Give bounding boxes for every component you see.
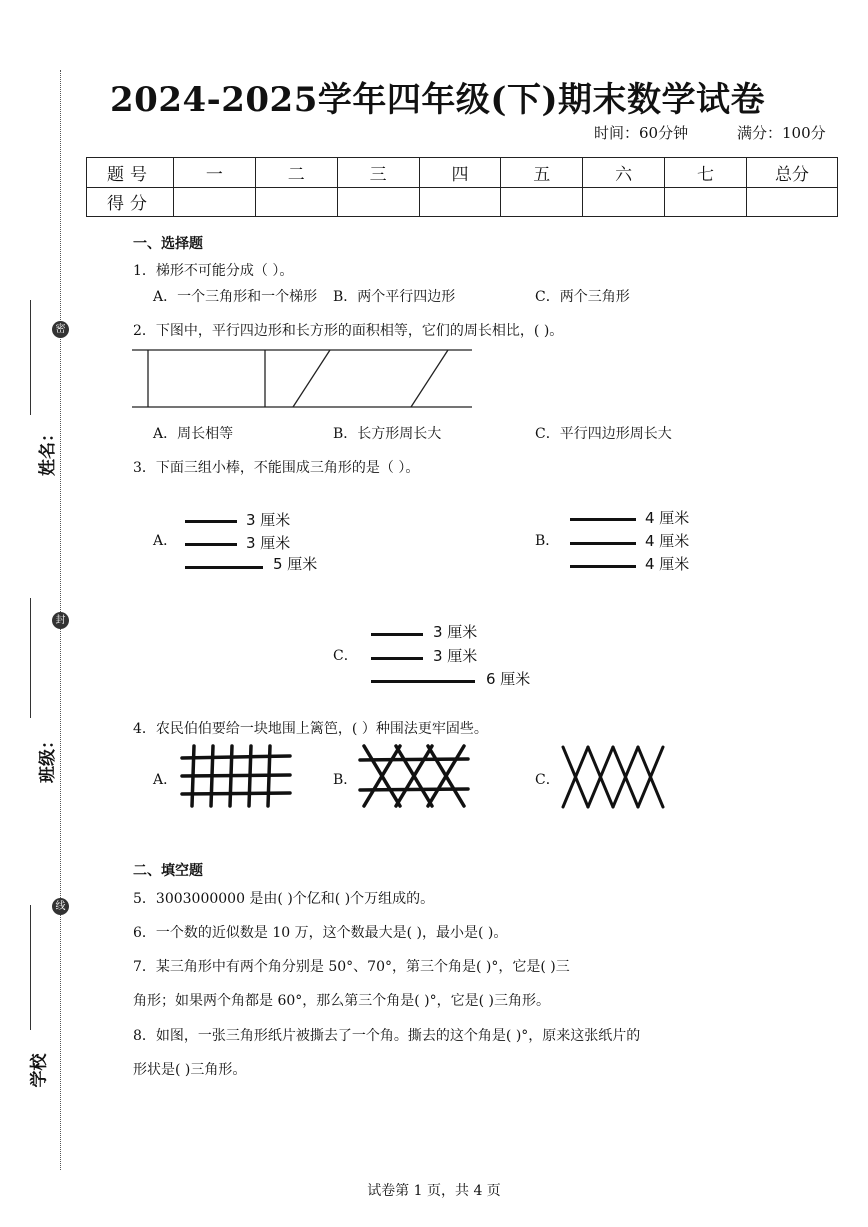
score-table-header-row [87, 158, 838, 188]
class-label: 班级： [38, 732, 58, 783]
q3-a-stick-3-label: 5 厘米 [273, 555, 318, 573]
row-label: 得分 [87, 187, 174, 217]
page-footer: 试卷第 1 页，共 4 页 [367, 1183, 501, 1199]
q4-stem: 4．农民伯伯要给一块地围上篱笆，( ）种围法更牢固些。 [133, 721, 488, 737]
header-cell: 七 [665, 158, 747, 188]
q1-option-c: C．两个三角形 [535, 289, 630, 305]
header-cell: 题号 [87, 158, 174, 188]
q2-figure [130, 346, 475, 412]
q4-fence-diamond [560, 744, 666, 810]
q4-fence-cross [358, 744, 470, 808]
header-cell: 四 [419, 158, 501, 188]
name-label: 姓名： [38, 425, 58, 476]
q3-stem: 3．下面三组小棒，不能围成三角形的是（ ）。 [133, 460, 420, 476]
score-cell[interactable] [255, 187, 337, 217]
q5-text: 5．3003000000 是由( )个亿和( )个万组成的。 [133, 891, 435, 907]
q3-c-stick-1 [371, 633, 423, 636]
section-1-heading: 一、选择题 [133, 236, 203, 252]
seal-xian: 线 [52, 898, 69, 915]
q3-option-a-label: A． [153, 533, 178, 549]
q3-a-stick-2-label: 3 厘米 [246, 534, 291, 552]
q2-option-b: B．长方形周长大 [333, 426, 442, 442]
q3-b-stick-1-label: 4 厘米 [645, 509, 690, 527]
score-cell[interactable] [583, 187, 665, 217]
school-line [30, 905, 31, 1030]
q3-a-stick-1-label: 3 厘米 [246, 511, 291, 529]
q2-para-left [293, 350, 330, 407]
score-table-score-row [87, 187, 838, 217]
score-cell[interactable] [665, 187, 747, 217]
q2-stem: 2．下图中，平行四边形和长方形的面积相等，它们的周长相比，( )。 [133, 323, 564, 339]
q4-option-c-label: C． [535, 772, 560, 788]
q3-c-stick-1-label: 3 厘米 [433, 623, 478, 641]
class-line [30, 598, 31, 718]
score-cell[interactable] [337, 187, 419, 217]
q3-c-stick-2 [371, 657, 423, 660]
q3-b-stick-2 [570, 542, 636, 545]
score-cell[interactable] [419, 187, 501, 217]
q3-b-stick-1 [570, 518, 636, 521]
header-cell: 五 [501, 158, 583, 188]
q4-fence-grid [180, 744, 292, 808]
score-cell[interactable] [501, 187, 583, 217]
header-cell: 六 [583, 158, 665, 188]
q3-option-b-label: B． [535, 533, 560, 549]
q3-b-stick-3 [570, 565, 636, 568]
q2-option-c: C．平行四边形周长大 [535, 426, 672, 442]
page-title: 2024-2025学年四年级(下)期末数学试卷 [110, 80, 766, 120]
q2-option-a: A．周长相等 [153, 426, 234, 442]
q3-b-stick-3-label: 4 厘米 [645, 555, 690, 573]
seal-mi: 密 [52, 321, 69, 338]
header-cell: 一 [174, 158, 256, 188]
school-label: 学校 [29, 1053, 50, 1088]
q3-c-stick-2-label: 3 厘米 [433, 647, 478, 665]
q3-b-stick-2-label: 4 厘米 [645, 532, 690, 550]
q3-c-stick-3-label: 6 厘米 [486, 670, 531, 688]
name-line [30, 300, 31, 415]
seal-feng: 封 [52, 612, 69, 629]
header-cell: 二 [255, 158, 337, 188]
q1-option-a: A．一个三角形和一个梯形 [153, 289, 318, 305]
q3-option-c-label: C． [333, 648, 358, 664]
q4-option-a-label: A． [153, 772, 178, 788]
q2-para-right [411, 350, 448, 407]
q7-line-2: 角形；如果两个角都是 60°，那么第三个角是( )°，它是( )三角形。 [133, 993, 551, 1009]
score-cell[interactable] [747, 187, 838, 217]
full-score: 满分：100分 [737, 124, 826, 142]
q6-text: 6．一个数的近似数是 10 万，这个数最大是( )，最小是( )。 [133, 925, 508, 941]
q3-a-stick-3 [185, 566, 263, 569]
q3-a-stick-2 [185, 543, 237, 546]
exam-time: 时间：60分钟 [594, 124, 689, 142]
q3-a-stick-1 [185, 520, 237, 523]
header-cell: 总分 [747, 158, 838, 188]
header-cell: 三 [337, 158, 419, 188]
q8-line-2: 形状是( )三角形。 [133, 1062, 247, 1078]
section-2-heading: 二、填空题 [133, 863, 203, 879]
score-cell[interactable] [174, 187, 256, 217]
q3-c-stick-3 [371, 680, 475, 683]
q7-line-1: 7．某三角形中有两个角分别是 50°、70°，第三个角是( )°，它是( )三 [133, 959, 570, 975]
q1-stem: 1．梯形不可能分成（ ）。 [133, 263, 294, 279]
q4-option-b-label: B． [333, 772, 358, 788]
score-table [86, 157, 838, 217]
q1-option-b: B．两个平行四边形 [333, 289, 456, 305]
q8-line-1: 8．如图，一张三角形纸片被撕去了一个角。撕去的这个角是( )°，原来这张纸片的 [133, 1028, 641, 1044]
